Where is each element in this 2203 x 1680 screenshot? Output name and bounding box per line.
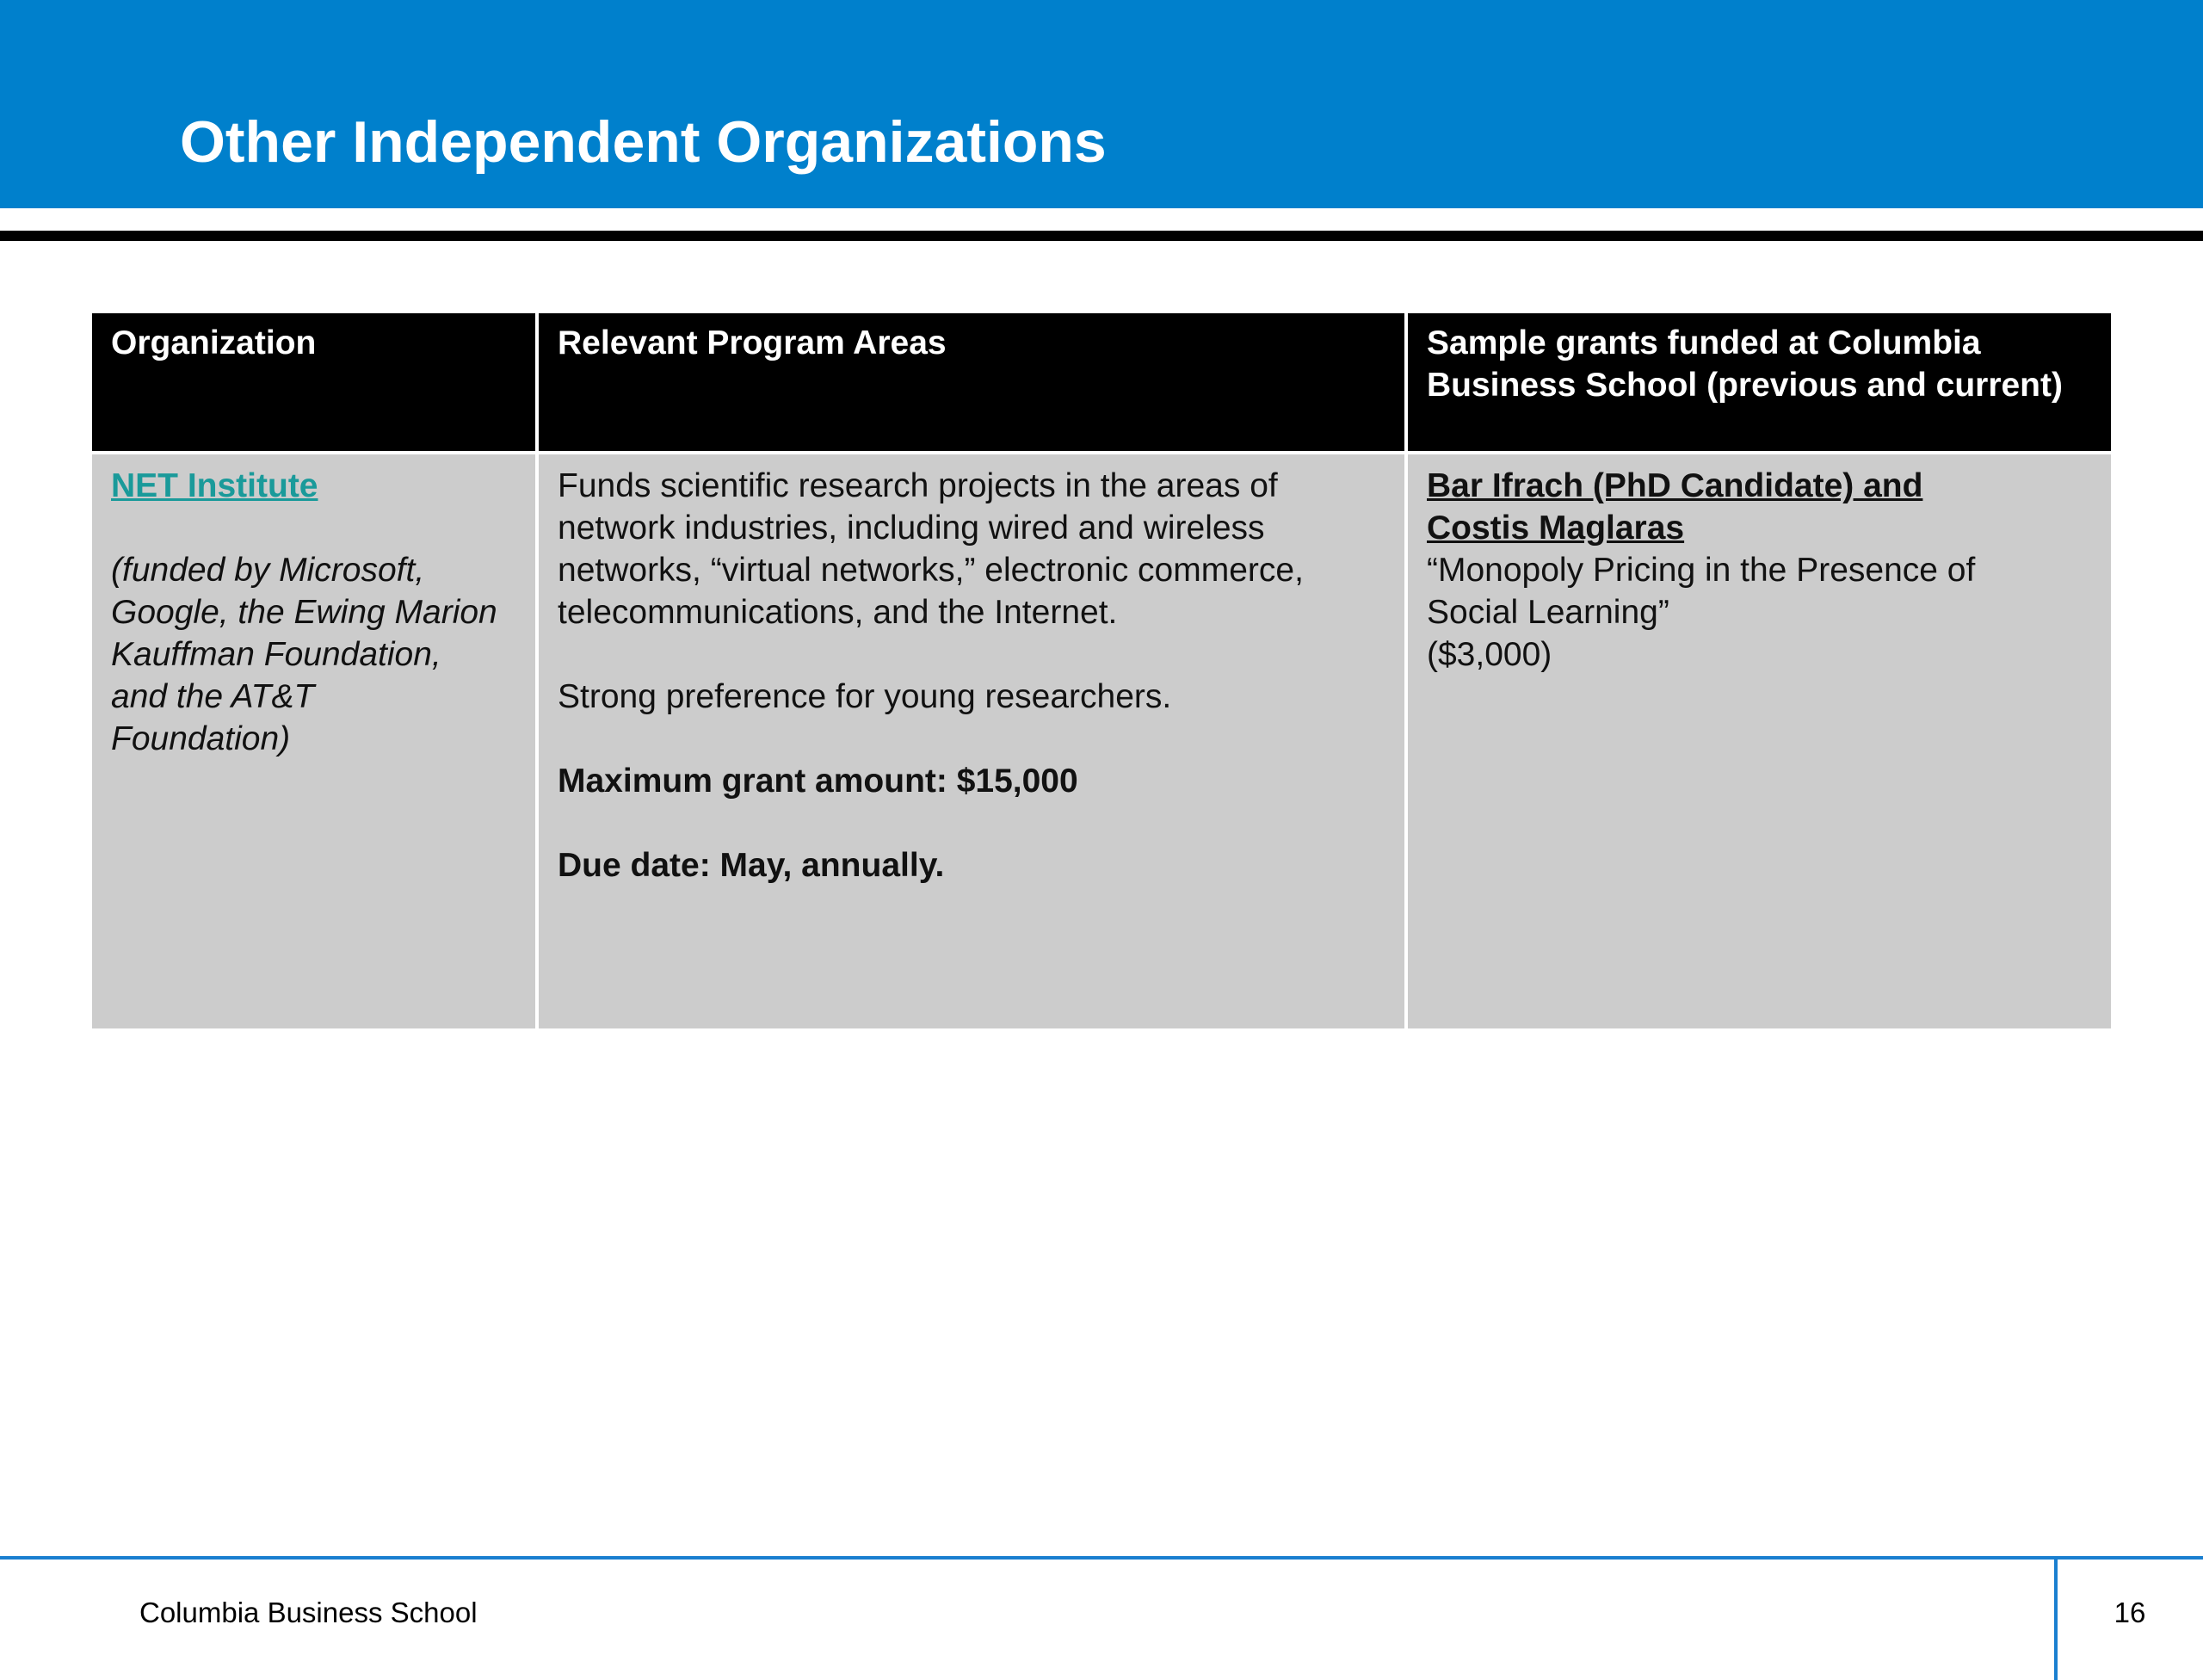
table-row xyxy=(90,453,2113,1030)
organization-cell xyxy=(90,453,537,1030)
funded-by-line-4: and the AT&T xyxy=(111,678,315,715)
sample-grants-cell xyxy=(1406,453,2113,1030)
program-description xyxy=(558,465,1385,633)
header-program-areas xyxy=(537,312,1406,453)
page-title: Other Independent Organizations xyxy=(180,109,1107,175)
funded-by-line-5: Foundation) xyxy=(111,720,291,757)
footer-divider xyxy=(0,1556,2203,1560)
funded-by-line-2: Google, the Ewing Marion xyxy=(111,594,497,631)
header-divider xyxy=(0,231,2203,241)
max-grant-amount: Maximum grant amount: $15,000 xyxy=(558,763,1078,800)
title-bar xyxy=(0,0,2203,208)
funded-by-line-3: Kauffman Foundation, xyxy=(111,636,441,673)
footer-vertical-divider xyxy=(2054,1558,2058,1680)
grant-title-line-2: Social Learning” xyxy=(1427,594,1669,631)
header-organization-label: Organization xyxy=(111,324,317,361)
organizations-table xyxy=(89,310,2114,1032)
page-number: 16 xyxy=(2114,1597,2146,1628)
table-header-row xyxy=(90,312,2113,453)
program-preference: Strong preference for young researchers. xyxy=(558,678,1172,715)
grant-title-line-1: “Monopoly Pricing in the Presence of xyxy=(1427,552,1976,589)
grant-recipients-line-1: Bar Ifrach (PhD Candidate) and xyxy=(1427,467,1923,504)
header-organization xyxy=(90,312,537,453)
program-areas-cell xyxy=(537,453,1406,1030)
funded-by-line-1: (funded by Microsoft, xyxy=(111,552,425,589)
footer-school-name: Columbia Business School xyxy=(139,1597,478,1628)
header-sample-grants xyxy=(1406,312,2113,453)
grant-amount: ($3,000) xyxy=(1427,636,1552,673)
program-description-line-3: networks, “virtual networks,” electronic commerce, xyxy=(558,552,1304,589)
grant-recipients-line-2: Costis Maglaras xyxy=(1427,510,1685,547)
header-sample-grants-line-1: Sample grants funded at Columbia xyxy=(1427,324,1981,361)
program-description-line-1: Funds scientific research projects in the areas of xyxy=(558,467,1278,504)
program-description-line-4: telecommunications, and the Internet. xyxy=(558,594,1118,631)
net-institute-link[interactable]: NET Institute xyxy=(111,467,318,504)
due-date: Due date: May, annually. xyxy=(558,847,945,884)
program-description-line-2: network industries, including wired and wireless xyxy=(558,510,1265,547)
header-program-areas-label: Relevant Program Areas xyxy=(558,324,947,361)
header-sample-grants-line-2: Business School (previous and current) xyxy=(1427,367,2063,404)
